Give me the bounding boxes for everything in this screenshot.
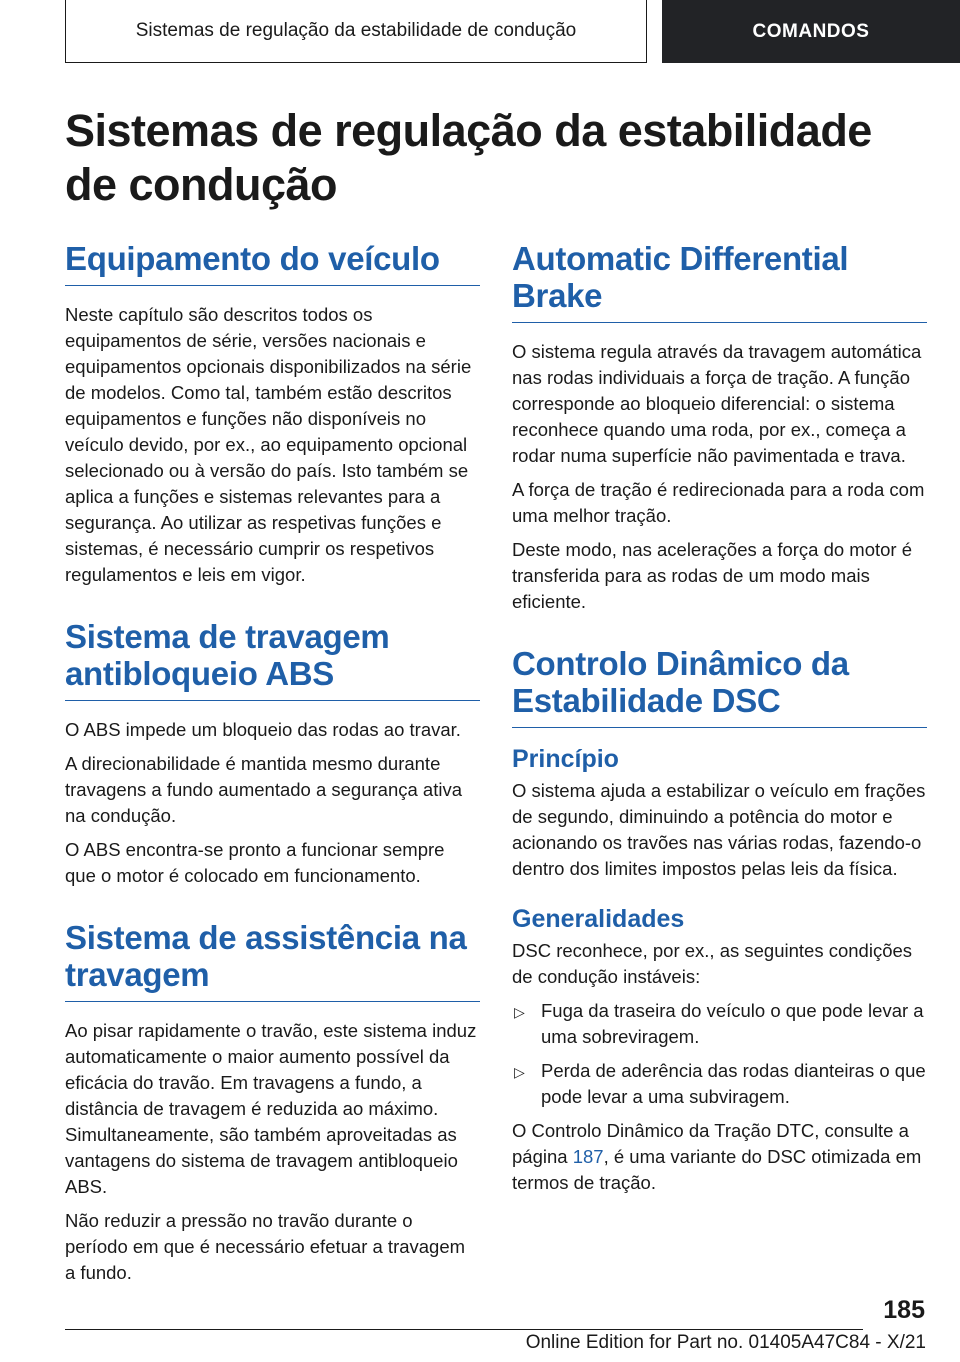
paragraph: A direcionabilidade é mantida mesmo durante travagens a fundo aumentado a segurança ativa na condução. bbox=[65, 753, 463, 826]
paragraph: O ABS impede um bloqueio das rodas ao travar. bbox=[65, 719, 461, 740]
subheading-generalidades: Generalidades bbox=[512, 905, 685, 933]
header-section-title: Sistemas de regulação da estabilidade de condução bbox=[65, 0, 647, 63]
page-reference-link[interactable]: 187 bbox=[572, 1146, 604, 1167]
paragraph: DSC reconhece, por ex., as seguintes condições de condução instáveis: bbox=[512, 940, 913, 987]
page-header bbox=[0, 0, 960, 64]
paragraph: O sistema ajuda a estabilizar o veículo em frações de segundo, diminuindo a potência do motor e acionando os travões nas várias rodas, fazendo-o dentro dos limites impostos pelas leis da física. bbox=[512, 780, 926, 879]
list-item-text: Fuga da traseira do veículo o que pode levar a uma sobreviragem. bbox=[541, 1000, 924, 1047]
right-column bbox=[512, 240, 927, 1204]
list-item bbox=[512, 998, 927, 1050]
triangle-bullet-icon: ▷ bbox=[514, 1004, 525, 1020]
page-number: 185 bbox=[883, 1296, 925, 1324]
heading-adb: Automatic Differential Brake bbox=[512, 240, 927, 323]
triangle-bullet-icon: ▷ bbox=[514, 1064, 525, 1080]
paragraph: A força de tração é redirecionada para a roda com uma melhor tração. bbox=[512, 479, 925, 526]
heading-dsc: Controlo Dinâmico da Estabilidade DSC bbox=[512, 645, 927, 728]
paragraph: Deste modo, nas acelerações a força do motor é transferida para as rodas de um modo mais eficiente. bbox=[512, 539, 913, 612]
footer-divider bbox=[65, 1329, 863, 1330]
header-chapter-tab[interactable]: COMANDOS bbox=[662, 0, 960, 63]
paragraph: O sistema regula através da travagem automática nas rodas individuais a força de tração. A função corresponde ao bloqueio diferencial: o sistema reconhece quando uma roda, por ex., começa a rodar numa superfície não pavimentada e trava. bbox=[512, 341, 922, 466]
list-item bbox=[512, 1058, 927, 1110]
condition-list bbox=[512, 998, 927, 1110]
paragraph: Não reduzir a pressão no travão durante o período em que é necessário efetuar a travagem a fundo. bbox=[65, 1210, 466, 1283]
text: O Controlo Dinâmico da Tração DTC, consulte a página bbox=[512, 1120, 909, 1167]
subheading-principio: Princípio bbox=[512, 745, 619, 773]
paragraph bbox=[512, 1118, 927, 1196]
text: , é uma variante do DSC otimizada em termos de tração. bbox=[512, 1146, 922, 1193]
heading-equipamento: Equipamento do veículo bbox=[65, 240, 480, 286]
paragraph: Ao pisar rapidamente o travão, este sistema induz automaticamente o maior aumento possível da eficácia do travão. Em travagens a fundo, a distância de travagem é reduzida ao máximo. Simultaneamente, são também aproveitadas as vantagens do sistema de travagem antibloqueio ABS. bbox=[65, 1020, 477, 1197]
heading-abs: Sistema de travagem antibloqueio ABS bbox=[65, 618, 480, 701]
footer-edition: Online Edition for Part no. 01405A47C84 - X/21 bbox=[525, 1332, 926, 1353]
paragraph: O ABS encontra-se pronto a funcionar sempre que o motor é colocado em funcionamento. bbox=[65, 839, 445, 886]
page-title: Sistemas de regulação da estabilidade de condução bbox=[65, 105, 872, 210]
paragraph: Neste capítulo são descritos todos os equipamentos de série, versões nacionais e equipamentos opcionais disponibilizados na série de modelos. Como tal, também estão descritos equipamentos e funções não disponíveis no veículo devido, por ex., ao equipamento opcional selecionado ou à versão do país. Isto também se aplica a funções e sistemas relevantes para a segurança. Ao utilizar as respetivas funções e sistemas, é necessário cumprir os respetivos regulamentos e leis em vigor. bbox=[65, 304, 472, 585]
left-column bbox=[65, 240, 480, 1294]
heading-assistencia-travagem: Sistema de assistência na travagem bbox=[65, 919, 480, 1002]
list-item-text: Perda de aderência das rodas dianteiras o que pode levar a uma subviragem. bbox=[541, 1060, 926, 1107]
